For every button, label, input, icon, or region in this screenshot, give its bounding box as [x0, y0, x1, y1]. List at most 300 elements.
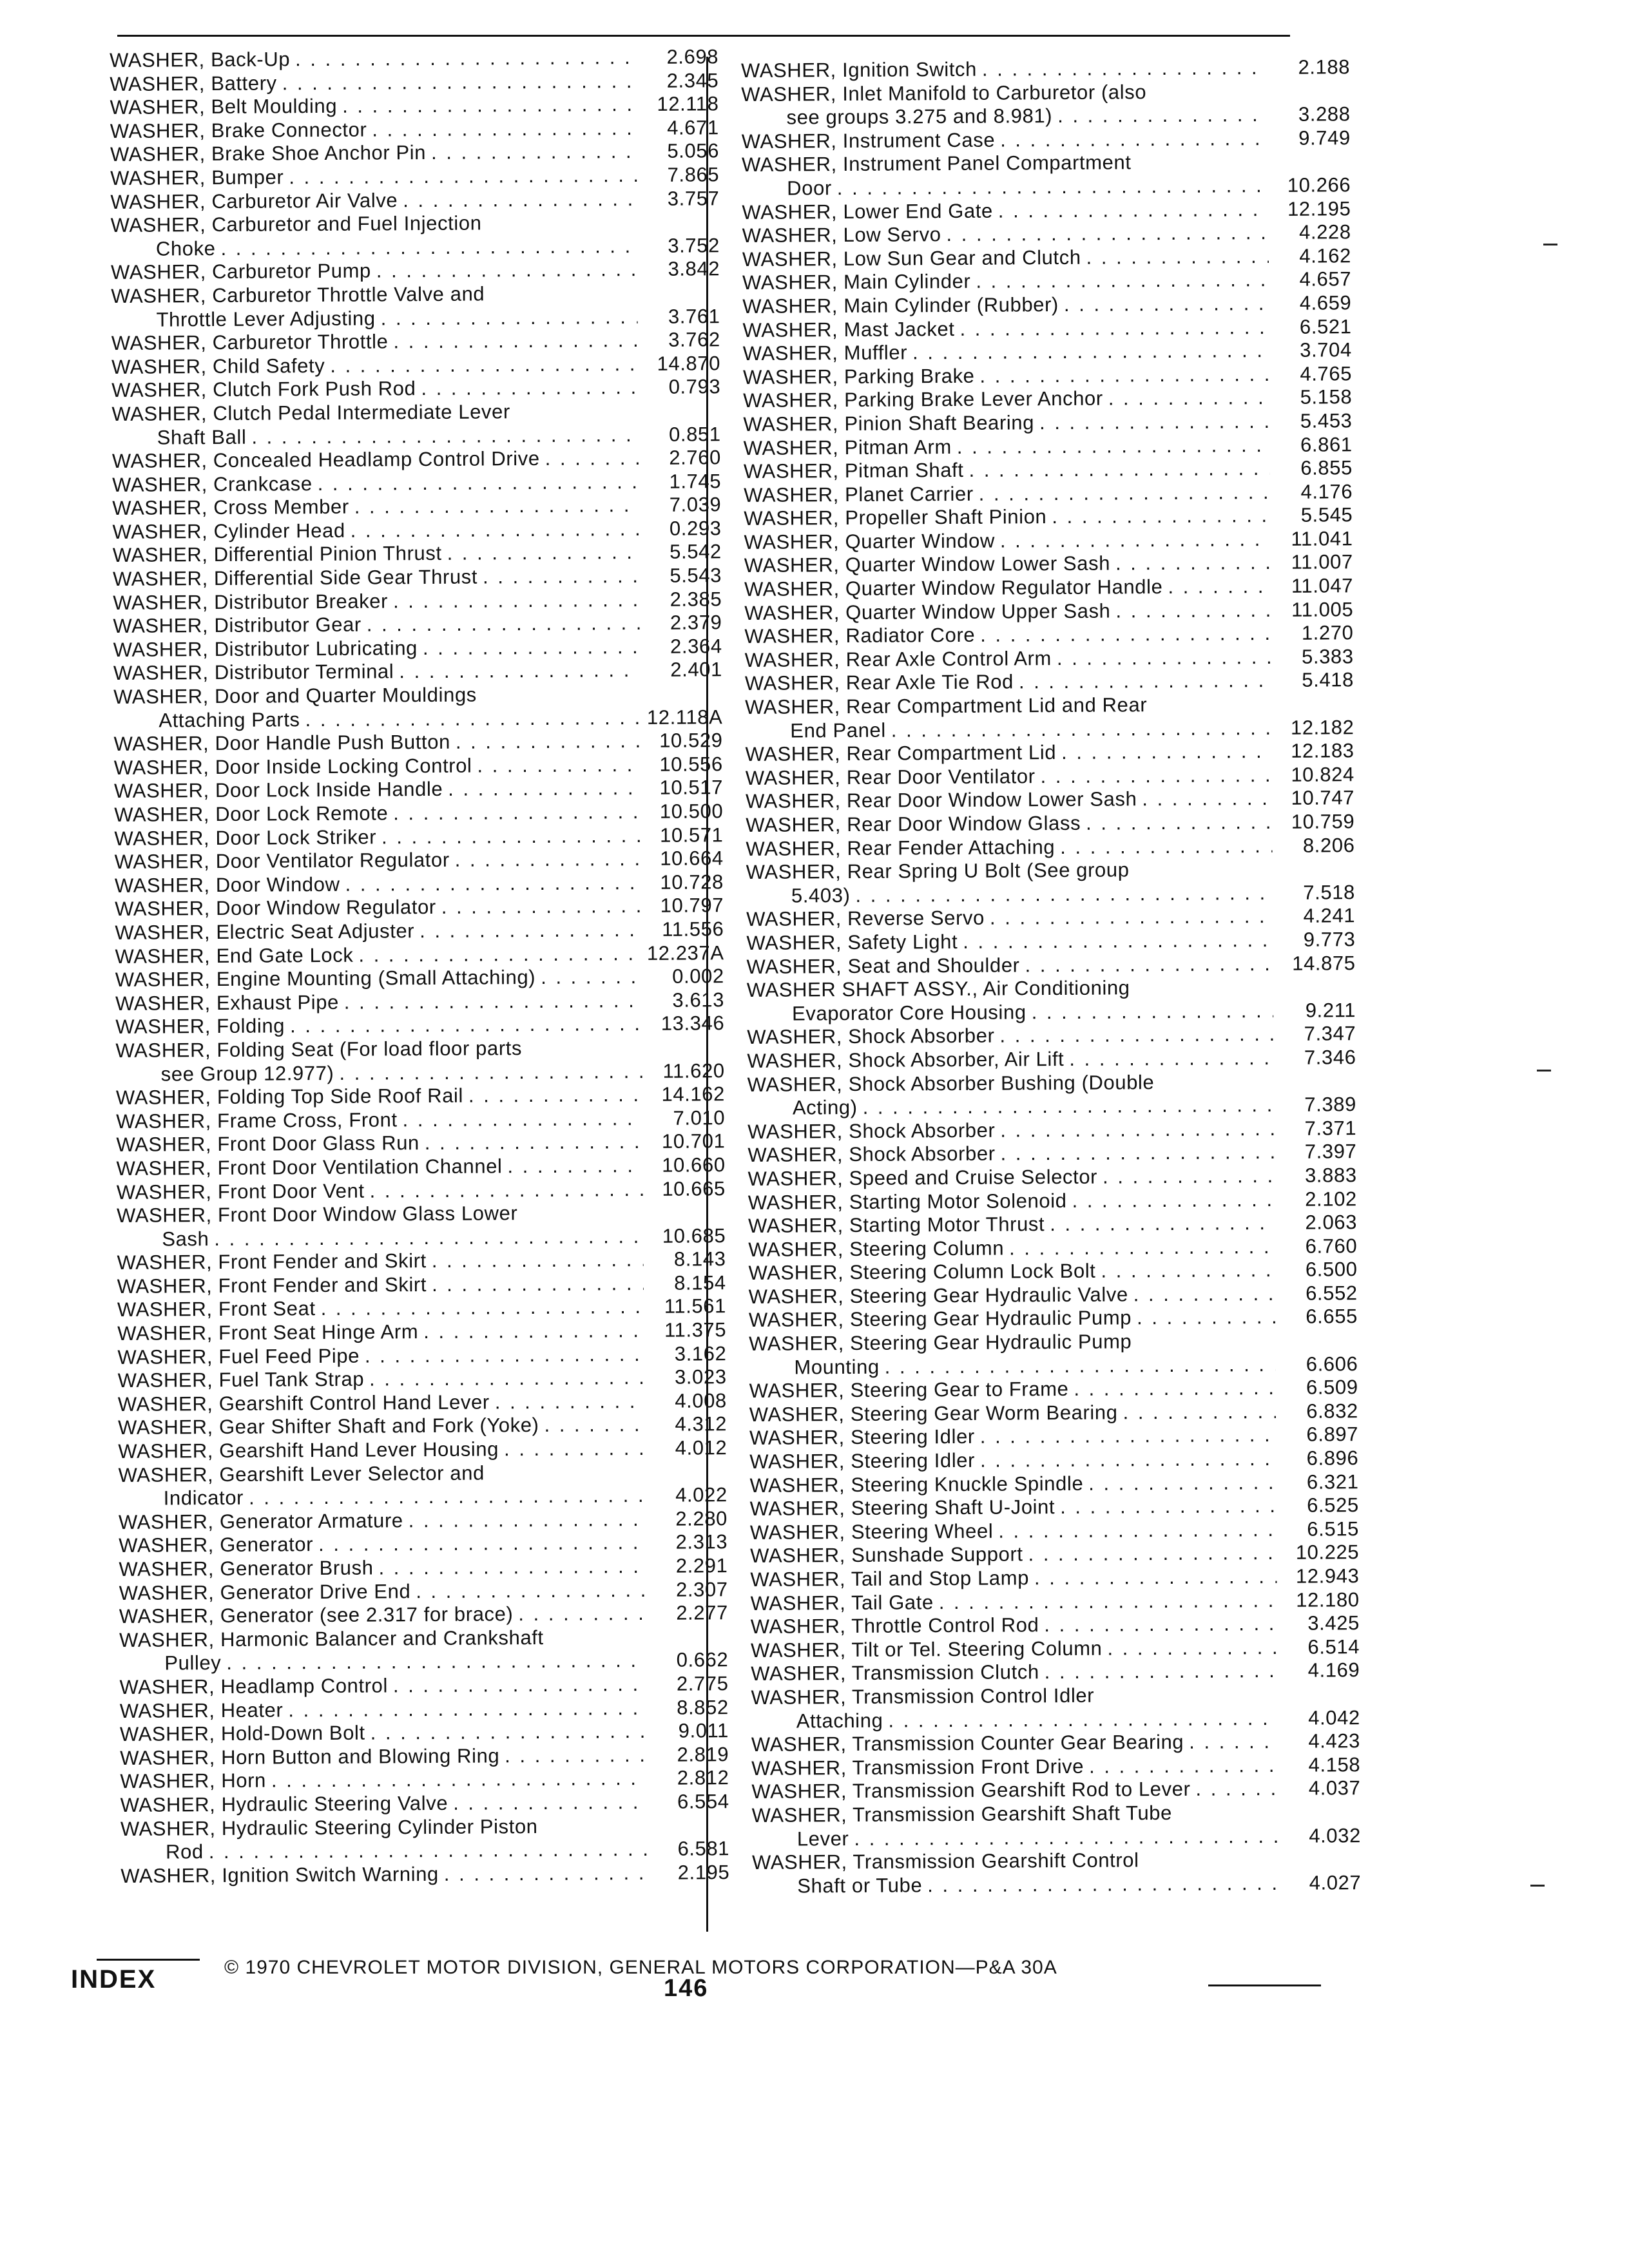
entry-label: WASHER, Distributor Gear — [113, 613, 361, 638]
entry-label: WASHER, Transmission Gearshift Rod to Lever — [751, 1778, 1191, 1803]
group-reference: 10.665 — [662, 1177, 726, 1200]
entry-label: WASHER, Bumper — [110, 166, 284, 189]
entry-label: WASHER, Low Sun Gear and Clutch — [742, 245, 1081, 271]
index-entry — [747, 1117, 1356, 1144]
group-reference: 10.225 — [1295, 1541, 1360, 1564]
index-entry — [741, 55, 1350, 82]
entry-label: WASHER, Crankcase — [112, 472, 313, 496]
leader-dots — [1103, 1164, 1275, 1189]
entry-label: WASHER, Heater — [119, 1698, 284, 1722]
leader-dots — [419, 918, 641, 943]
index-entry-line — [746, 834, 1354, 861]
index-entry — [751, 1777, 1360, 1804]
index-entry — [746, 928, 1355, 955]
group-reference: 7.371 — [1304, 1116, 1357, 1140]
index-entry-line — [120, 1814, 729, 1841]
index-entry-line — [741, 79, 1350, 106]
entry-label: WASHER, Steering Column Lock Bolt — [748, 1259, 1096, 1285]
group-reference: 2.385 — [670, 587, 722, 611]
index-entry-line — [749, 1352, 1358, 1379]
leader-dots — [226, 1649, 646, 1675]
index-entry-line — [746, 928, 1355, 955]
index-entry — [744, 433, 1353, 460]
leader-dots — [409, 1508, 646, 1533]
entry-label: WASHER, Rear Spring U Bolt (See group — [746, 858, 1130, 884]
entry-label: WASHER, Transmission Clutch — [751, 1660, 1039, 1686]
leader-dots — [505, 1744, 646, 1768]
entry-label: WASHER, End Gate Lock — [115, 943, 354, 968]
leader-dots — [1060, 1494, 1277, 1519]
group-reference: 5.056 — [667, 139, 720, 163]
entry-label: WASHER, Door Ventilator Regulator — [114, 848, 450, 874]
index-entry-line — [112, 517, 721, 544]
entry-label-continued: see groups 3.275 and 8.981) — [786, 104, 1053, 129]
index-entry — [748, 1258, 1357, 1285]
index-entry — [114, 776, 723, 803]
index-entry — [749, 1305, 1358, 1332]
index-entry-line — [111, 210, 720, 237]
index-entry — [110, 69, 718, 96]
entry-label: WASHER, Starting Motor Solenoid — [747, 1189, 1067, 1214]
leader-dots — [980, 1423, 1276, 1448]
entry-label: WASHER, Carburetor Air Valve — [110, 188, 398, 213]
index-entry-line — [117, 1177, 726, 1204]
entry-label: WASHER, Shock Absorber — [747, 1024, 995, 1049]
index-entry-line — [751, 1729, 1360, 1756]
entry-label: WASHER, Brake Connector — [110, 118, 367, 142]
leader-dots — [432, 1272, 644, 1297]
leader-dots — [1045, 1659, 1278, 1684]
index-entry — [746, 834, 1354, 861]
index-entry — [752, 1800, 1361, 1851]
index-entry — [118, 1460, 727, 1511]
index-entry-line — [115, 870, 724, 898]
index-entry — [752, 1847, 1361, 1898]
leader-dots — [1142, 787, 1272, 811]
leader-dots — [358, 942, 641, 967]
index-entry-line — [111, 328, 720, 355]
index-entry-line — [120, 1861, 729, 1888]
leader-dots — [1057, 646, 1271, 671]
footer-rule-left — [97, 1959, 200, 1961]
entry-label: WASHER, Rear Axle Control Arm — [744, 646, 1052, 671]
entry-label: WASHER, Pinion Shaft Bearing — [743, 411, 1035, 436]
index-entry — [743, 362, 1352, 389]
index-entry — [742, 197, 1351, 224]
index-entry-line — [749, 1446, 1358, 1474]
entry-label: WASHER, Transmission Gearshift Shaft Tube — [751, 1801, 1173, 1827]
group-reference: 6.855 — [1300, 456, 1353, 479]
index-entry-line — [111, 376, 720, 403]
index-entry-line — [115, 918, 724, 945]
entry-label: WASHER, Starting Motor Thrust — [747, 1213, 1045, 1238]
leader-dots — [416, 1579, 646, 1604]
group-reference: 6.525 — [1307, 1494, 1359, 1517]
index-entry — [744, 621, 1353, 648]
leader-dots — [1133, 1282, 1275, 1307]
group-reference: 2.195 — [677, 1860, 730, 1884]
group-reference: 6.832 — [1306, 1399, 1358, 1423]
entry-label: WASHER, Door and Quarter Mouldings — [113, 683, 477, 709]
index-entry — [751, 1682, 1360, 1733]
leader-dots — [545, 447, 639, 470]
index-entry — [111, 328, 720, 355]
group-reference: 10.759 — [1291, 810, 1355, 833]
entry-label: WASHER, Back-Up — [110, 48, 291, 72]
leader-dots — [282, 70, 637, 95]
leader-dots — [982, 56, 1268, 81]
group-reference: 6.321 — [1306, 1470, 1359, 1494]
group-reference: 6.861 — [1300, 432, 1353, 456]
leader-dots — [990, 905, 1273, 930]
entry-label: WASHER, Lower End Gate — [742, 199, 993, 224]
index-entry — [111, 376, 720, 403]
index-entry-line — [744, 433, 1353, 460]
index-entry — [111, 352, 720, 379]
leader-dots — [483, 564, 639, 589]
leader-dots — [371, 1720, 646, 1745]
leader-dots — [289, 164, 637, 189]
entry-label: WASHER, Gearshift Lever Selector and — [118, 1461, 485, 1486]
group-reference: 4.657 — [1299, 267, 1352, 291]
leader-dots — [979, 363, 1269, 388]
index-entry — [748, 1187, 1357, 1215]
leader-dots — [888, 1707, 1278, 1733]
entry-label: WASHER, Exhaust Pipe — [115, 990, 339, 1015]
leader-dots — [1123, 1400, 1276, 1425]
index-entry-line — [742, 126, 1351, 153]
index-entry-line — [111, 399, 720, 426]
index-entry-line — [113, 682, 722, 709]
group-reference: 11.556 — [662, 918, 724, 941]
entry-label: WASHER, Seat and Shoulder — [746, 953, 1020, 978]
entry-label: WASHER, Pitman Arm — [743, 435, 952, 459]
index-entry-line — [119, 1578, 728, 1605]
entry-label: WASHER, Quarter Window Regulator Handle — [744, 575, 1163, 601]
index-entry-line — [744, 551, 1353, 578]
leader-dots — [345, 871, 641, 896]
entry-label: WASHER, Brake Shoe Anchor Pin — [110, 141, 427, 166]
index-entry-line — [746, 857, 1355, 884]
index-entry — [742, 126, 1351, 153]
leader-dots — [456, 729, 641, 754]
entry-label: WASHER, Steering Gear to Frame — [749, 1378, 1069, 1403]
leader-dots — [295, 46, 636, 72]
leader-dots — [959, 316, 1269, 341]
entry-label-continued: Indicator — [163, 1486, 244, 1510]
index-entry-line — [747, 1046, 1356, 1073]
leader-dots — [980, 622, 1271, 647]
group-reference: 3.757 — [667, 186, 720, 210]
leader-dots — [305, 706, 640, 732]
group-reference: 6.514 — [1307, 1635, 1360, 1658]
entry-label-continued: Sash — [162, 1227, 209, 1251]
leader-dots — [1052, 504, 1270, 529]
entry-label: WASHER, Steering Column — [748, 1236, 1005, 1261]
index-entry — [116, 1130, 725, 1157]
index-entry-line — [120, 1719, 729, 1746]
index-entry — [743, 386, 1352, 413]
index-entry-line — [747, 1093, 1356, 1120]
index-entry-line — [116, 1106, 725, 1133]
entry-label: WASHER, Child Safety — [111, 354, 325, 378]
group-reference: 8.154 — [674, 1271, 726, 1294]
index-entry — [751, 1588, 1360, 1615]
leader-dots — [1137, 1305, 1275, 1330]
index-entry-line — [743, 386, 1352, 413]
index-entry-line — [117, 1295, 726, 1322]
leader-dots — [354, 494, 639, 519]
entry-label: WASHER, Rear Fender Attaching — [746, 835, 1055, 860]
index-entry — [118, 1365, 727, 1392]
entry-label: WASHER, Mast Jacket — [742, 317, 955, 341]
leader-dots — [421, 376, 638, 401]
index-entry-line — [742, 268, 1351, 295]
group-reference: 2.291 — [675, 1554, 728, 1577]
index-entry — [749, 1376, 1358, 1403]
index-entry-line — [751, 1706, 1360, 1733]
index-entry-line — [746, 763, 1354, 790]
group-reference: 10.517 — [659, 776, 724, 800]
entry-label: WASHER, Muffler — [742, 341, 908, 365]
leader-dots — [1000, 127, 1268, 152]
index-entry-line — [111, 305, 720, 332]
leader-dots — [999, 1023, 1273, 1048]
footer-section-label: INDEX — [71, 1965, 157, 1994]
index-entry — [110, 45, 718, 72]
index-entry-line — [115, 1035, 724, 1062]
leader-dots — [1089, 1754, 1278, 1778]
leader-dots — [1107, 1636, 1277, 1660]
leader-dots — [863, 1093, 1275, 1119]
leader-dots — [1032, 999, 1274, 1024]
entry-label: WASHER, Pitman Shaft — [743, 458, 964, 483]
group-reference: 6.509 — [1306, 1376, 1358, 1399]
index-entry-line — [116, 1130, 725, 1157]
entry-label: WASHER, Rear Compartment Lid — [745, 741, 1057, 766]
entry-label: WASHER, Transmission Control Idler — [751, 1684, 1095, 1709]
entry-label: WASHER, Steering Idler — [749, 1425, 975, 1450]
leader-dots — [477, 753, 641, 778]
index-entry-line — [115, 941, 724, 968]
index-entry-line — [117, 1247, 726, 1274]
group-reference: 5.542 — [670, 540, 722, 564]
leader-dots — [432, 1248, 644, 1273]
entry-label: WASHER, Transmission Counter Gear Bearing — [751, 1731, 1184, 1756]
index-entry-line — [746, 905, 1355, 932]
index-entry — [742, 150, 1351, 201]
group-reference: 11.007 — [1291, 550, 1353, 574]
index-entry-line — [746, 952, 1355, 979]
index-entry — [119, 1672, 728, 1699]
leader-dots — [381, 305, 638, 331]
index-entry-line — [747, 975, 1356, 1002]
leader-dots — [318, 1531, 645, 1557]
entry-label: WASHER, Front Seat Hinge Arm — [117, 1320, 419, 1345]
entry-label: WASHER, Door Lock Striker — [114, 825, 377, 850]
group-reference: 7.346 — [1304, 1046, 1356, 1069]
group-reference: 9.749 — [1298, 126, 1351, 149]
group-reference: 10.797 — [660, 894, 724, 918]
leader-dots — [507, 1154, 642, 1178]
group-reference: 4.312 — [675, 1412, 728, 1436]
index-entry — [747, 975, 1356, 1026]
group-reference: 5.453 — [1300, 409, 1353, 432]
index-entry — [749, 1470, 1358, 1497]
index-entry-line — [119, 1554, 728, 1581]
group-reference: 6.515 — [1307, 1517, 1360, 1541]
index-entry — [115, 894, 724, 921]
leader-dots — [1072, 1187, 1275, 1213]
leader-dots — [946, 221, 1268, 247]
leader-dots — [1041, 764, 1272, 789]
index-entry-line — [119, 1649, 728, 1676]
leader-dots — [1086, 811, 1272, 835]
group-reference: 7.865 — [667, 163, 720, 186]
group-reference: 10.728 — [660, 870, 724, 894]
group-reference: 2.401 — [670, 658, 723, 682]
leader-dots — [912, 339, 1269, 365]
entry-label: WASHER, Throttle Control Rod — [750, 1613, 1039, 1639]
index-entry-line — [744, 456, 1353, 483]
group-reference: 10.660 — [662, 1153, 726, 1177]
leader-dots — [980, 1447, 1276, 1472]
index-entry — [113, 541, 722, 568]
index-entry — [114, 800, 723, 827]
leader-dots — [969, 457, 1270, 482]
entry-label: WASHER, Rear Axle Tie Rod — [744, 670, 1014, 695]
group-reference: 0.851 — [668, 422, 721, 446]
group-reference: 7.010 — [673, 1106, 726, 1129]
group-reference: 7.518 — [1303, 880, 1356, 904]
index-entry — [746, 787, 1354, 814]
entry-label: WASHER, Front Fender and Skirt — [117, 1273, 427, 1298]
group-reference: 5.543 — [670, 564, 722, 587]
index-entry — [111, 399, 720, 450]
index-entry — [115, 847, 724, 874]
entry-label: WASHER, Parking Brake — [742, 364, 975, 389]
group-reference: 2.307 — [675, 1577, 728, 1601]
group-reference: 6.521 — [1299, 314, 1352, 338]
leader-dots — [927, 1872, 1278, 1898]
leader-dots — [1050, 1211, 1275, 1236]
index-entry — [742, 244, 1351, 271]
group-reference: 4.162 — [1299, 244, 1351, 267]
entry-label: WASHER, Generator Brush — [119, 1556, 374, 1581]
top-rule — [117, 35, 1290, 37]
leader-dots — [330, 352, 638, 378]
index-entry-line — [747, 1070, 1356, 1097]
group-reference: 10.747 — [1291, 786, 1355, 810]
index-column-right — [741, 55, 1361, 1898]
index-entry-line — [114, 800, 723, 827]
index-entry-line — [111, 352, 720, 379]
leader-dots — [885, 1353, 1276, 1379]
group-reference: 8.852 — [677, 1695, 729, 1719]
group-reference: 5.545 — [1300, 503, 1353, 526]
index-entry-line — [111, 281, 720, 308]
footer-copyright: © 1970 CHEVROLET MOTOR DIVISION, GENERAL MOTORS CORPORATION—P&A 30A — [224, 1957, 1057, 1978]
leader-dots — [393, 800, 641, 825]
index-entry-line — [749, 1470, 1358, 1497]
index-entry — [119, 1507, 728, 1534]
leader-dots — [1115, 551, 1271, 575]
index-entry-line — [744, 503, 1353, 530]
entry-label: WASHER, Reverse Servo — [746, 907, 985, 931]
group-reference: 2.775 — [676, 1672, 729, 1695]
entry-label-continued: End Panel — [790, 718, 886, 742]
entry-label: WASHER, Frame Cross, Front — [116, 1108, 398, 1133]
group-reference: 9.211 — [1305, 998, 1356, 1022]
index-entry — [744, 551, 1353, 578]
leader-dots — [1189, 1730, 1278, 1754]
index-entry — [113, 588, 722, 615]
entry-label: WASHER, Steering Gear Hydraulic Pump — [748, 1306, 1132, 1332]
entry-label: WASHER, Clutch Fork Push Rod — [111, 377, 416, 402]
index-entry-line — [742, 315, 1351, 342]
index-entry-line — [113, 541, 722, 568]
group-reference: 12.182 — [1290, 715, 1354, 739]
index-entry-line — [117, 1342, 726, 1369]
index-entry — [751, 1659, 1360, 1686]
leader-dots — [1044, 1612, 1277, 1637]
index-entry — [117, 1247, 726, 1274]
index-entry-line — [113, 706, 722, 733]
index-entry — [119, 1554, 728, 1581]
entry-label-continued: Pulley — [164, 1651, 222, 1675]
entry-label-continued: Shaft or Tube — [797, 1874, 923, 1898]
entry-label: WASHER, Rear Door Window Glass — [746, 811, 1081, 836]
leader-dots — [1034, 1565, 1277, 1590]
entry-label: WASHER, Gearshift Hand Lever Housing — [118, 1437, 499, 1463]
entry-label: WASHER, Steering Idler — [749, 1448, 976, 1473]
entry-label: WASHER, Instrument Case — [741, 128, 996, 153]
entry-label: WASHER, Shock Absorber, Air Lift — [747, 1047, 1065, 1072]
group-reference: 11.620 — [662, 1059, 725, 1082]
index-entry-line — [116, 1059, 725, 1086]
leader-dots — [339, 1060, 642, 1085]
group-reference: 3.613 — [672, 988, 725, 1012]
index-entry-line — [745, 739, 1354, 766]
leader-dots — [1195, 1777, 1278, 1801]
index-entry — [747, 1140, 1356, 1168]
entry-label-continued: Mounting — [794, 1355, 880, 1379]
group-reference: 2.313 — [675, 1530, 728, 1554]
index-entry-line — [111, 234, 720, 261]
index-entry — [110, 187, 719, 214]
leader-dots — [403, 1107, 643, 1132]
group-reference: 2.812 — [677, 1766, 729, 1790]
entry-label: WASHER, Folding Seat (For load floor parts — [115, 1037, 523, 1062]
index-entry-line — [749, 1399, 1358, 1427]
index-entry-line — [112, 423, 721, 450]
entry-label: WASHER, Rear Compartment Lid and Rear — [745, 693, 1148, 719]
group-reference: 9.011 — [678, 1719, 729, 1742]
index-entry-line — [750, 1494, 1359, 1521]
group-reference: 2.698 — [666, 45, 719, 68]
index-entry-line — [750, 1541, 1359, 1568]
index-entry-line — [116, 1082, 725, 1110]
index-entry-line — [114, 753, 723, 780]
index-entry — [746, 763, 1354, 790]
entry-label: WASHER, Quarter Window — [744, 529, 995, 553]
group-reference: 6.552 — [1306, 1282, 1358, 1305]
index-entry-line — [117, 1200, 726, 1227]
index-entry — [744, 503, 1353, 530]
group-reference: 10.500 — [659, 800, 724, 823]
margin-mark — [1543, 244, 1557, 245]
index-entry-line — [115, 965, 724, 992]
